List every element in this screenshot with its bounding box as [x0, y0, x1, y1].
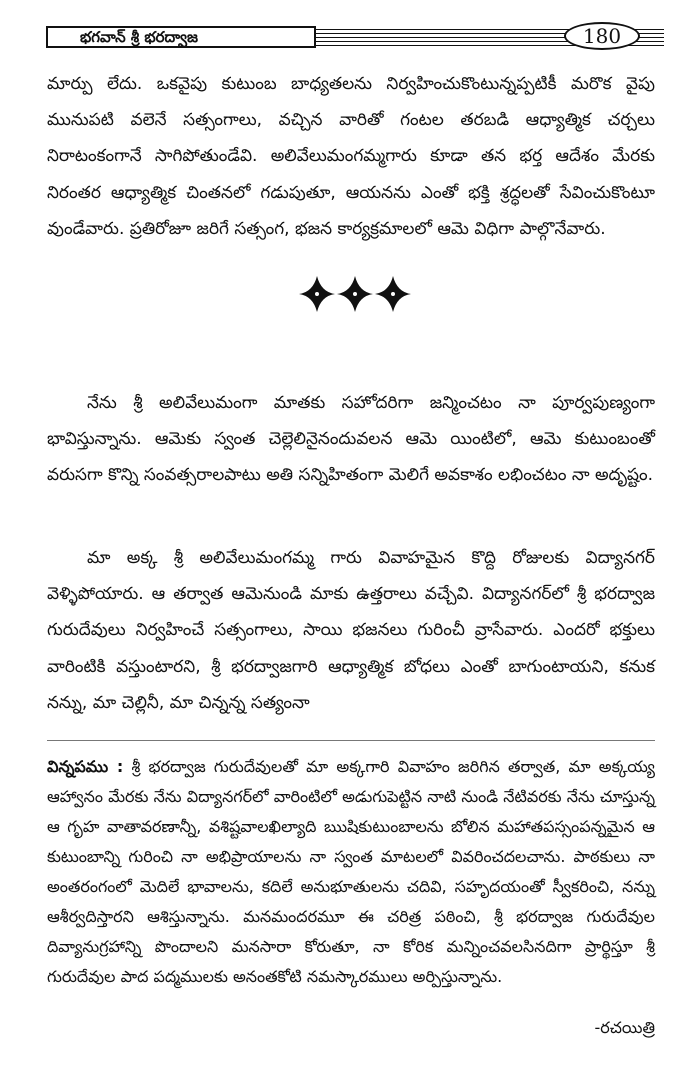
- page-number: 180: [564, 22, 640, 50]
- page-header: [46, 22, 664, 52]
- body-paragraph-1: మార్పు లేదు. ఒకవైపు కుటుంబ బాధ్యతలను నిర్వహించుకొంటున్నప్పటికీ మరొక వైపు మునుపటి వలెనే సత్సంగాలు, వచ్చిన వారితో గంటల తరబడి ఆధ్యాత్మిక చర్చలు నిరాటంకంగానే సాగిపోతుండేవి. అలివేలుమంగమ్మగారు కూడా తన భర్త ఆదేశం మేరకు నిరంతర ఆధ్యాత్మిక చింతనలో గడుపుతూ, ఆయనను ఎంతో భక్తి శ్రద్ధలతో సేవించుకొంటూ వుండేవారు. ప్రతిరోజూ జరిగే సత్సంగ, భజన కార్యక్రమాలలో ఆమె విధిగా పాల్గొనేవారు.: [47, 74, 655, 239]
- author-signature: -రచయిత్రి: [594, 1018, 655, 1037]
- ornament-divider-icon: [295, 272, 415, 316]
- request-note-text: శ్రీ భరద్వాజ గురుదేవులతో మా అక్కగారి వివాహం జరిగిన తర్వాత, మా అక్కయ్య ఆహ్వానం మేరకు నేను విద్యానగర్‌లో వారింటిలో అడుగుపెట్టిన నాటి నుండి నేటివరకు నేను చూస్తున్న ఆ గృహ వాతావరణాన్నీ, వశిష్టవాలఖిల్యాది ఋషికుటుంబాలను బోలిన మహాతపస్సంపన్నమైన ఆ కుటుంబాన్ని గురించి నా అభిప్రాయాలను నా స్వంత మాటలలో వివరించదలచాను. పాఠకులు నా అంతరంగంలో మెదిలే భావాలను, కదిలే అనుభూతులను చదివి, సహృదయంతో స్వీకరించి, నన్ను ఆశీర్వదిస్తారని ఆశిస్తున్నాను. మనమందరమూ ఈ చరిత్ర పఠించి, శ్రీ భరద్వాజ గురుదేవుల దివ్యానుగ్రహాన్ని పొందాలని మనసారా కోరుతూ, నా కోరిక మన్నించవలసినదిగా ప్రార్థిస్తూ శ్రీ గురుదేవుల పాద పద్మములకు అనంతకోటి నమస్కారములు అర్పిస్తున్నాను.: [47, 757, 655, 986]
- body-paragraph-3: మా అక్క శ్రీ అలివేలుమంగమ్మ గారు వివాహమైన కొద్ది రోజులకు విద్యానగర్ వెళ్ళిపోయారు. ఆ తర్వాత ఆమెనుండి మాకు ఉత్తరాలు వచ్చేవి. విద్యానగర్‌లో శ్రీ భరద్వాజ గురుదేవులు నిర్వహించే సత్సంగాలు, సాయి భజనలు గురించీ వ్రాసేవారు. ఎందరో భక్తులు వారింటికి వస్తుంటారని, శ్రీ భరద్వాజగారి ఆధ్యాత్మిక బోధలు ఎంతో బాగుంటాయని, కనుక నన్ను, మా చెల్లినీ, మా చిన్నన్న సత్యంనా: [47, 548, 655, 713]
- footnote-divider: [47, 740, 655, 741]
- request-note-label: విన్నపము :: [47, 757, 124, 776]
- body-paragraph-2: నేను శ్రీ అలివేలుమంగా మాతకు సహోదరిగా జన్మించటం నా పూర్వపుణ్యంగా భావిస్తున్నాను. ఆమెకు స్వంత చెల్లెలినైనందువలన ఆమె యింటిలో, ఆమె కుటుంబంతో వరుసగా కొన్ని సంవత్సరాలపాటు అతి సన్నిహితంగా మెలిగే అవకాశం లభించటం నా అదృష్టం.: [47, 393, 655, 486]
- running-title: భగవాన్ శ్రీ భరద్వాజ: [46, 26, 316, 48]
- request-note: [47, 752, 655, 992]
